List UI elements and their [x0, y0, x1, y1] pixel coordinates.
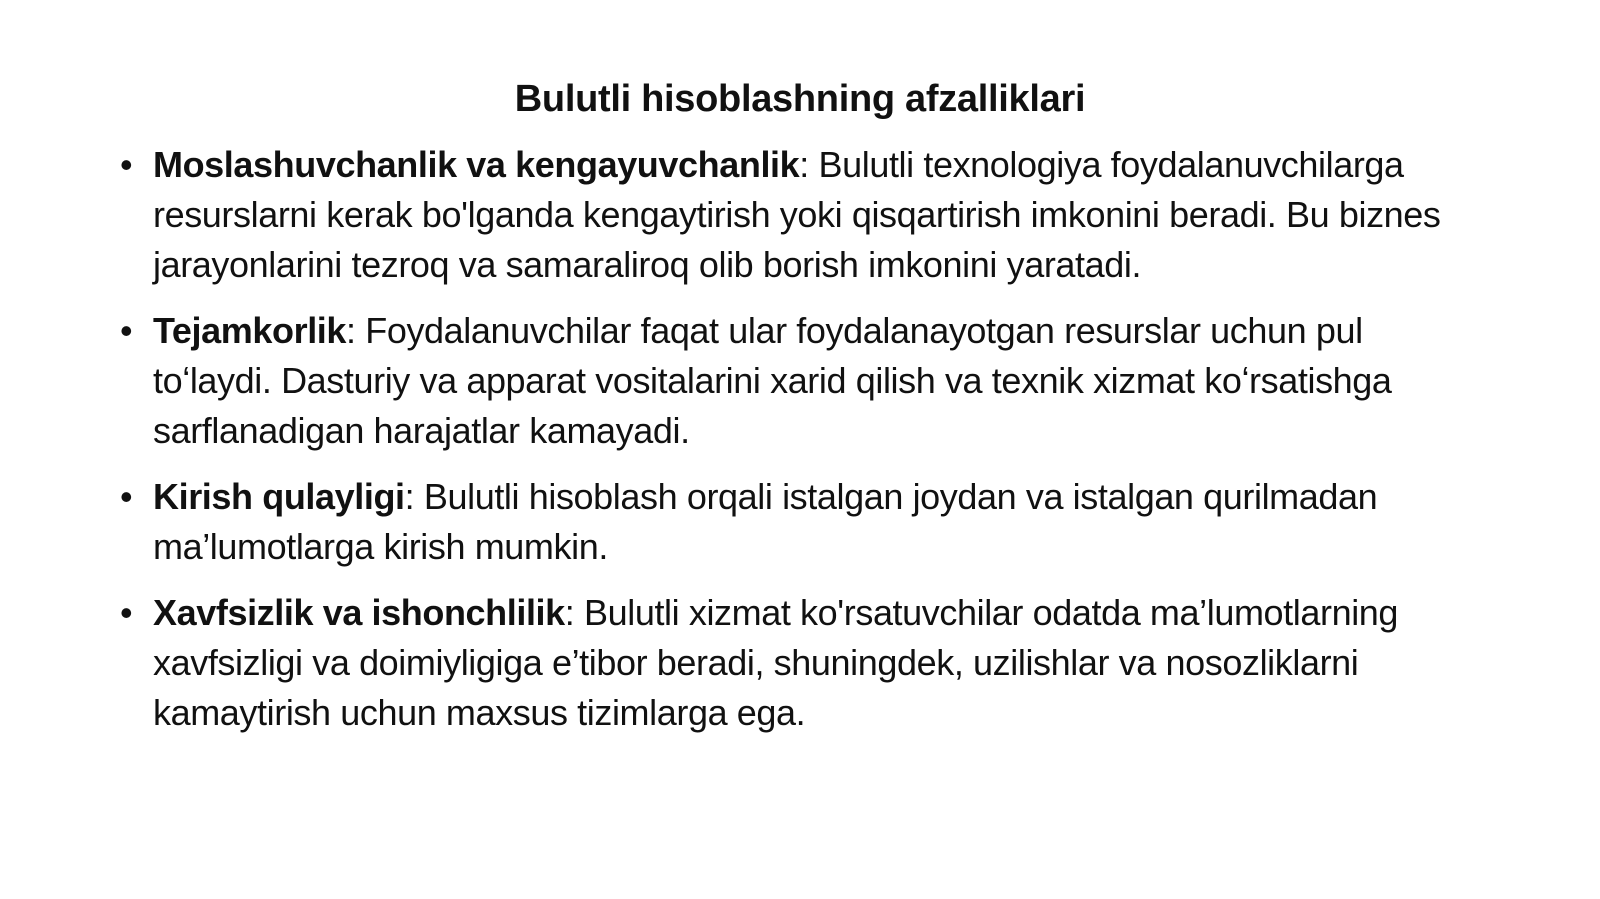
bullet-item — [120, 306, 1490, 456]
slide-title: Bulutli hisoblashning afzalliklari — [514, 78, 1086, 120]
bullet-marker: • — [120, 476, 133, 517]
bullet-marker: • — [120, 310, 133, 351]
bullet-term: Xavfsizlik va ishonchlilik — [153, 592, 565, 633]
bullet-separator: : — [564, 592, 575, 633]
bullet-item — [120, 588, 1490, 738]
bullet-term: Moslashuvchanlik va kengayuvchanlik — [153, 144, 800, 185]
bullet-separator: : — [346, 310, 356, 351]
bullet-term: Kirish qulayligi — [153, 476, 405, 517]
bullet-text: Foydalanuvchilar faqat ular foydalanayotgan resurslar uchun pul toʻlaydi. Dasturiy va apparat vositalarini xarid qilish va texnik xizmat koʻrsatishga sarflanadigan harajatlar kamayadi. — [153, 310, 1392, 451]
bullet-text: Bulutli xizmat ko'rsatuvchilar odatda ma’lumotlarning xavfsizligi va doimiyligiga e’tibor beradi, shuningdek, uzilishlar va nosozliklarni kamaytirish uchun maxsus tizimlarga ega. — [153, 592, 1399, 733]
bullet-item — [120, 472, 1490, 572]
bullet-item — [120, 140, 1490, 290]
bullet-list — [120, 140, 1490, 754]
bullet-text: Bulutli texnologiya foydalanuvchilarga resurslarni kerak bo'lganda kengaytirish yoki qisqartirish imkonini beradi. Bu biznes jarayonlarini tezroq va samaraliroq olib borish imkonini yaratadi. — [153, 144, 1441, 285]
bullet-marker: • — [120, 144, 133, 185]
bullet-text: Bulutli hisoblash orqali istalgan joydan va istalgan qurilmadan ma’lumotlarga kirish mumkin. — [153, 476, 1378, 567]
bullet-separator: : — [799, 144, 809, 185]
bullet-marker: • — [120, 592, 133, 633]
bullet-term: Tejamkorlik — [153, 310, 347, 351]
bullet-separator: : — [404, 476, 415, 517]
